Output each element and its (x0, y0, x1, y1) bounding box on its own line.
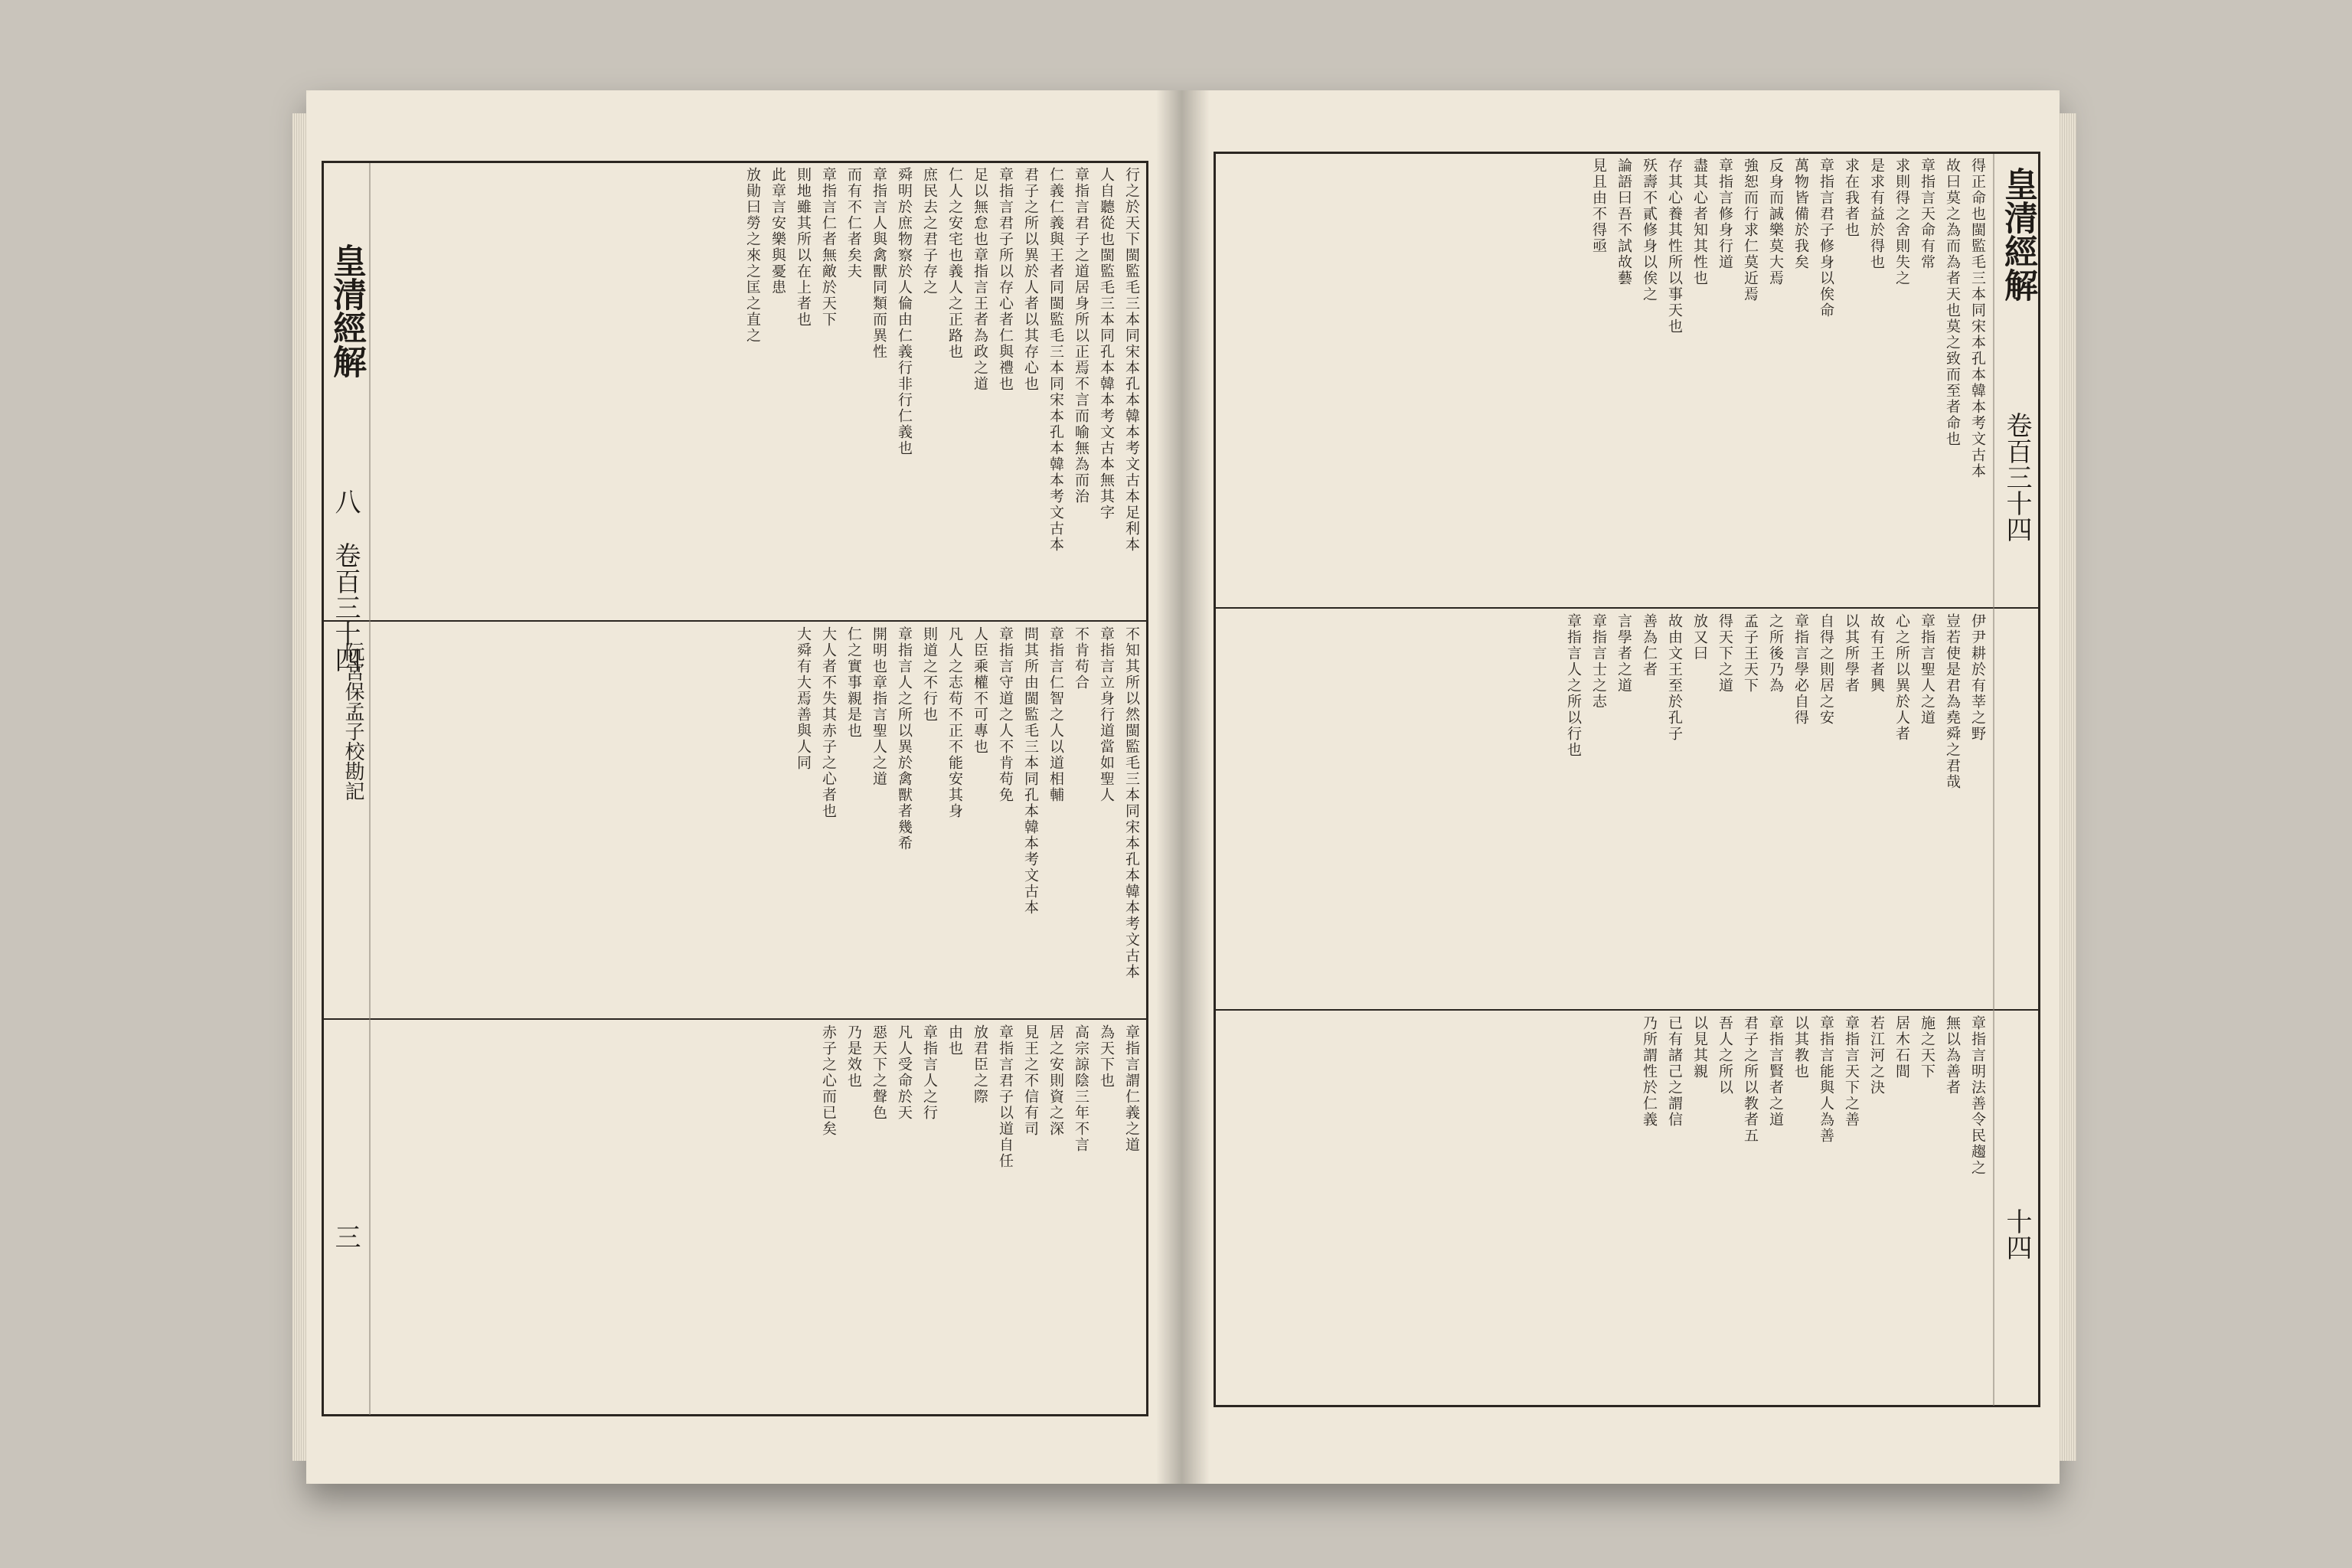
text-line: 章指言修身行道 (1717, 158, 1733, 270)
text-line: 赤子之心而已矣 (820, 1024, 837, 1137)
right-register-bottom (1221, 1015, 1987, 1402)
running-title-mark: 八 (330, 488, 361, 514)
text-line: 足以無怠也章指言王者為政之道 (972, 167, 988, 392)
text-line: 善為仁者 (1641, 613, 1658, 678)
text-line: 以其所學者 (1843, 613, 1860, 694)
text-line: 存其心養其性所以事天也 (1666, 158, 1683, 335)
text-line: 孟子王天下 (1742, 613, 1759, 694)
left-register-divider-2 (322, 1018, 1148, 1020)
text-line: 由也 (946, 1024, 963, 1057)
text-line: 大人者不失其赤子之心者也 (820, 626, 837, 819)
text-line: 故有王者興 (1868, 613, 1885, 694)
text-line: 之所後乃為 (1767, 613, 1784, 694)
text-line: 乃是效也 (845, 1024, 862, 1089)
right-register-divider-1 (1214, 607, 2040, 609)
text-line: 為天下也 (1098, 1024, 1115, 1089)
running-title: 皇清經解 (327, 243, 366, 378)
text-line: 高宗諒陰三年不言 (1073, 1024, 1089, 1153)
text-line: 行之於天下閩監毛三本同宋本孔本韓本考文古本足利本 (1123, 167, 1140, 553)
text-line: 自得之則居之安 (1818, 613, 1834, 726)
text-line: 章指言謂仁義之道 (1123, 1024, 1140, 1153)
text-line: 大舜有大焉善與人同 (795, 626, 812, 771)
text-line: 得正命也閩監毛三本同宋本孔本韓本考文古本 (1969, 158, 1986, 479)
text-line: 論語曰吾不試故藝 (1615, 158, 1632, 286)
left-register-divider-1 (322, 620, 1148, 622)
margin-rule-right (1993, 154, 1994, 1406)
text-line: 居之安則資之深 (1047, 1024, 1064, 1137)
text-line: 章指言聖人之道 (1919, 613, 1936, 726)
text-line: 以其教也 (1792, 1015, 1809, 1080)
text-line: 問其所由閩監毛三本同孔本韓本考文古本 (1022, 626, 1039, 916)
text-line: 見且由不得亟 (1590, 158, 1607, 254)
text-line: 章指言君子之道居身所以正焉不言而喻無為而治 (1073, 167, 1089, 505)
text-line: 乃所謂性於仁義 (1641, 1015, 1658, 1128)
page-edges-right (2058, 113, 2076, 1461)
text-line: 章指言人與禽獸同類而異性 (871, 167, 887, 360)
text-line: 是求有益於得也 (1868, 158, 1885, 270)
text-line: 章指言立身行道當如聖人 (1098, 626, 1115, 803)
text-line: 此章言安樂與憂患 (769, 167, 786, 296)
text-line: 君子之所以異於人者以其存心也 (1022, 167, 1039, 392)
text-line: 放勛曰勞之來之匡之直之 (744, 167, 761, 344)
text-line: 若江河之決 (1868, 1015, 1885, 1096)
left-register-bottom (375, 1024, 1141, 1411)
text-line: 得天下之道 (1717, 613, 1733, 694)
text-line: 不肯苟合 (1073, 626, 1089, 691)
text-line: 章指言君子以道自任 (997, 1024, 1014, 1169)
text-line: 章指言天下之善 (1843, 1015, 1860, 1128)
text-line: 不知其所以然閩監毛三本同宋本孔本韓本考文古本 (1123, 626, 1140, 980)
text-line: 開明也章指言聖人之道 (871, 626, 887, 787)
text-line: 君子之所以教者五 (1742, 1015, 1759, 1144)
left-register-top (375, 167, 1141, 615)
margin-rule (369, 163, 371, 1415)
text-line: 盡其心者知其性也 (1691, 158, 1708, 286)
text-line: 而有不仁者矣夫 (845, 167, 862, 279)
text-line: 則道之不行也 (921, 626, 938, 723)
text-line: 章指言人之所以異於禽獸者幾希 (896, 626, 913, 851)
text-line: 居木石間 (1893, 1015, 1910, 1080)
right-register-divider-2 (1214, 1009, 2040, 1011)
text-line: 放又曰 (1691, 613, 1708, 662)
left-register-middle (375, 626, 1141, 1013)
text-line: 仁義仁義與王者同閩監毛三本同宋本孔本韓本考文古本 (1047, 167, 1064, 553)
text-line: 章指言士之志 (1590, 613, 1607, 710)
page-edges-left (292, 113, 308, 1461)
text-line: 反身而誠樂莫大焉 (1767, 158, 1784, 286)
text-line: 則地雖其所以在上者也 (795, 167, 812, 328)
text-line: 豈若使是君為堯舜之君哉 (1944, 613, 1961, 790)
text-line: 吾人之所以 (1717, 1015, 1733, 1096)
text-line: 凡人受命於天 (896, 1024, 913, 1121)
text-line: 故曰莫之為而為者天也莫之致而至者命也 (1944, 158, 1961, 447)
running-title-right: 皇清經解 (1998, 167, 2037, 302)
text-line: 故由文王至於孔子 (1666, 613, 1683, 742)
text-line: 章指言人之行 (921, 1024, 938, 1121)
page-number-right: 十四 (2001, 1208, 2032, 1260)
right-register-middle (1221, 613, 1987, 1004)
text-line: 以見其親 (1691, 1015, 1708, 1080)
text-line: 庶民去之君子存之 (921, 167, 938, 296)
volume-label: 卷百三十四 (330, 542, 361, 672)
text-line: 已有諸己之謂信 (1666, 1015, 1683, 1128)
right-page (1183, 90, 2060, 1484)
text-line: 章指言守道之人不肯苟免 (997, 626, 1014, 803)
text-line: 放君臣之際 (972, 1024, 988, 1105)
colophon: 阮宮保孟子校勘記 (341, 642, 364, 801)
left-page (306, 90, 1183, 1484)
text-line: 章指言仁智之人以道相輔 (1047, 626, 1064, 803)
text-line: 求在我者也 (1843, 158, 1860, 238)
text-line: 仁之實事親是也 (845, 626, 862, 739)
text-line: 章指言君子所以存心者仁與禮也 (997, 167, 1014, 392)
text-line: 強恕而行求仁莫近焉 (1742, 158, 1759, 302)
text-line: 舜明於庶物察於人倫由仁義行非行仁義也 (896, 167, 913, 456)
text-line: 無以為善者 (1944, 1015, 1961, 1096)
text-line: 見王之不信有司 (1022, 1024, 1039, 1137)
text-line: 言學者之道 (1615, 613, 1632, 694)
text-line: 章指言君子修身以俟命 (1818, 158, 1834, 318)
text-line: 章指言仁者無敵於天下 (820, 167, 837, 328)
text-line: 人自聽從也閩監毛三本同孔本韓本考文古本無其字 (1098, 167, 1115, 521)
text-line: 求則得之舍則失之 (1893, 158, 1910, 286)
text-line: 章指言能與人為善 (1818, 1015, 1834, 1144)
text-line: 人臣乘權不可專也 (972, 626, 988, 755)
text-line: 章指言天命有常 (1919, 158, 1936, 270)
text-line: 章指言人之所以行也 (1565, 613, 1582, 758)
page-number: 三 (330, 1223, 361, 1250)
right-register-top (1221, 158, 1987, 602)
open-book (306, 90, 2060, 1484)
text-line: 施之天下 (1919, 1015, 1936, 1080)
text-line: 伊尹耕於有莘之野 (1969, 613, 1986, 742)
text-line: 萬物皆備於我矣 (1792, 158, 1809, 270)
text-line: 仁人之安宅也義人之正路也 (946, 167, 963, 360)
text-line: 章指言學必自得 (1792, 613, 1809, 726)
text-line: 章指言賢者之道 (1767, 1015, 1784, 1128)
text-line: 惡天下之聲色 (871, 1024, 887, 1121)
volume-label-right: 卷百三十四 (2001, 412, 2032, 542)
text-line: 殀壽不貳修身以俟之 (1641, 158, 1658, 302)
text-line: 凡人之志苟不正不能安其身 (946, 626, 963, 819)
text-line: 章指言明法善令民趨之 (1969, 1015, 1986, 1176)
text-line: 心之所以異於人者 (1893, 613, 1910, 742)
